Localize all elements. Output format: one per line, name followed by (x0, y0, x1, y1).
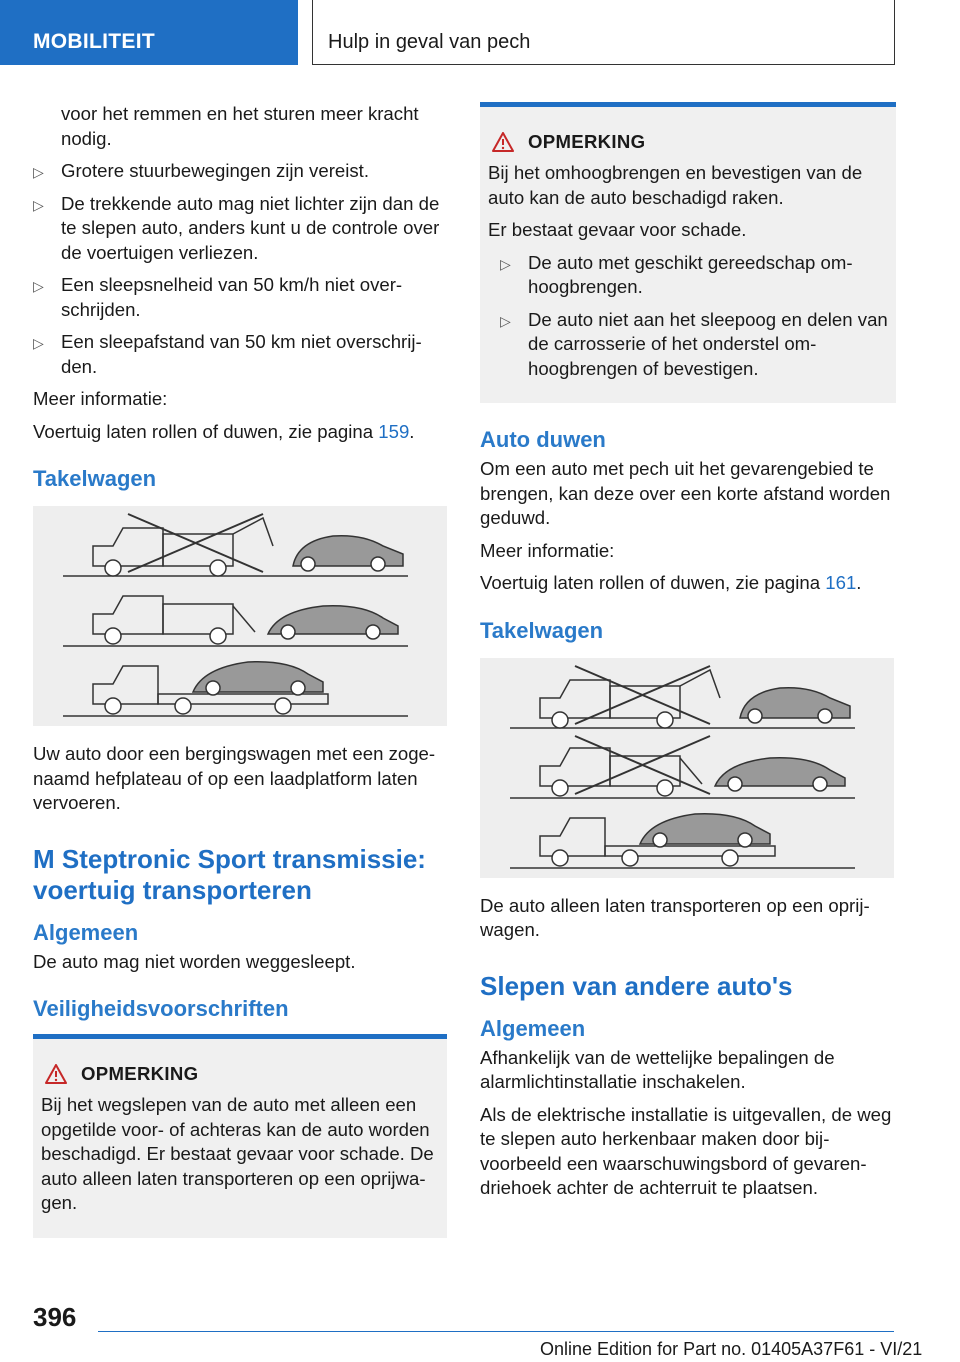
triangle-bullet-icon: ▷ (33, 278, 44, 294)
triangle-bullet-icon: ▷ (500, 312, 511, 329)
heading-takelwagen: Takelwagen (33, 466, 157, 491)
tow-truck-illustration (480, 658, 894, 878)
heading-takelwagen: Takelwagen (480, 617, 604, 643)
chapter-title: Hulp in geval van pech (328, 31, 531, 53)
note-header (41, 1063, 439, 1085)
edition-info: Online Edition for Part no. 01405A37F61 - VI/21 (540, 1339, 923, 1359)
note-text: Bij het wegslepen van de auto met alleen een opgetilde voor- of achteras kan de auto worden beschadigd. Er bestaat gevaar voor schade. De auto alleen laten transporteren op een oprijwagen. (41, 1094, 434, 1213)
tow-truck-illustration (33, 506, 447, 726)
heading-algemeen: Algemeen (480, 1015, 586, 1041)
note-label: OPMERKING (81, 1063, 199, 1084)
note-text: Er bestaat gevaar voor schade. (488, 219, 747, 240)
takelwagen-text: De auto alleen laten transporteren op een oprijwagen. (480, 894, 870, 940)
warning-icon (492, 132, 514, 152)
heading-slepen: Slepen van andere auto's (480, 970, 793, 1001)
header-underline (312, 64, 895, 65)
list-item: ▷ Grotere stuurbewegingen zijn vereist. (33, 159, 447, 184)
algemeen-text-1: Afhankelijk van de wettelijke bepalingen de alarmlichtinstallatie inschakelen. (480, 1046, 835, 1092)
note-header (488, 131, 888, 153)
list-item: ▷ De trekkende auto mag niet lichter zijn dan de te slepen auto, anders kunt u de controle over de voertuigen verliezen. (33, 192, 440, 263)
list-item: ▷ Een sleepafstand van 50 km niet overschrijden. (33, 331, 422, 377)
algemeen-text-2: Als de elektrische installatie is uitgevallen, de weg te slepen auto herkenbaar maken door bijvoorbeeld een waarschuwingsbord of gevarendriehoek achter de achterruit te plaatsen. (480, 1103, 892, 1198)
page-number: 396 (33, 1302, 77, 1332)
page-reference: Voertuig laten rollen of duwen, zie pagina 161. (480, 572, 862, 593)
note-bullet-list (488, 251, 888, 382)
section-label: MOBILITEIT (33, 30, 155, 53)
duwen-text: Om een auto met pech uit het gevarengebied te brengen, kan deze over een korte afstand worden geduwd. (480, 458, 891, 528)
heading-m-steptronic: M Steptronic Sport transmissie: voertuig transporteren (33, 843, 426, 905)
triangle-bullet-icon: ▷ (33, 164, 44, 180)
bullet-list (33, 159, 447, 379)
note-text: Bij het omhoogbrengen en bevestigen van de auto kan de auto beschadigd raken. (488, 162, 863, 208)
warning-icon (45, 1064, 67, 1084)
heading-algemeen: Algemeen (33, 919, 139, 945)
list-item: ▷ De auto met geschikt gereedschap omhoogbrengen. (500, 251, 853, 297)
page-reference: Voertuig laten rollen of duwen, zie pagina 159. (33, 420, 415, 442)
heading-auto-duwen: Auto duwen (480, 427, 606, 452)
tow-truck-drawing (33, 506, 447, 726)
note-label: OPMERKING (528, 131, 646, 152)
right-column (480, 102, 896, 1209)
list-item: ▷ De auto niet aan het sleepoog en delen van de carrosserie of het onderstel omhoogbrengen of bevestigen. (500, 308, 888, 379)
warning-note (33, 1034, 447, 1238)
header-divider-right (894, 0, 895, 65)
algemeen-text: De auto mag niet worden weggesleept. (33, 950, 356, 972)
list-item: ▷ Een sleepsnelheid van 50 km/h niet overschrijden. (33, 274, 403, 320)
triangle-bullet-icon: ▷ (33, 335, 44, 351)
page-link[interactable]: 159 (378, 420, 410, 442)
left-column (33, 102, 447, 1238)
heading-veiligheid: Veiligheidsvoorschriften (33, 996, 289, 1021)
warning-note (480, 102, 896, 403)
page-link[interactable]: 161 (825, 572, 857, 593)
triangle-bullet-icon: ▷ (500, 255, 511, 272)
takelwagen-text: Uw auto door een bergingswagen met een zogenaamd hefplateau of op een laadplatform laten vervoeren. (33, 743, 436, 813)
more-info-label: Meer informatie: (33, 388, 168, 409)
footer-divider (98, 1331, 894, 1332)
triangle-bullet-icon: ▷ (33, 196, 44, 213)
continued-text: voor het remmen en het sturen meer kracht nodig. (61, 103, 419, 149)
tow-truck-drawing (480, 658, 894, 878)
section-tab (0, 0, 298, 65)
more-info-label: Meer informatie: (480, 539, 615, 561)
header-divider-left (312, 0, 313, 65)
